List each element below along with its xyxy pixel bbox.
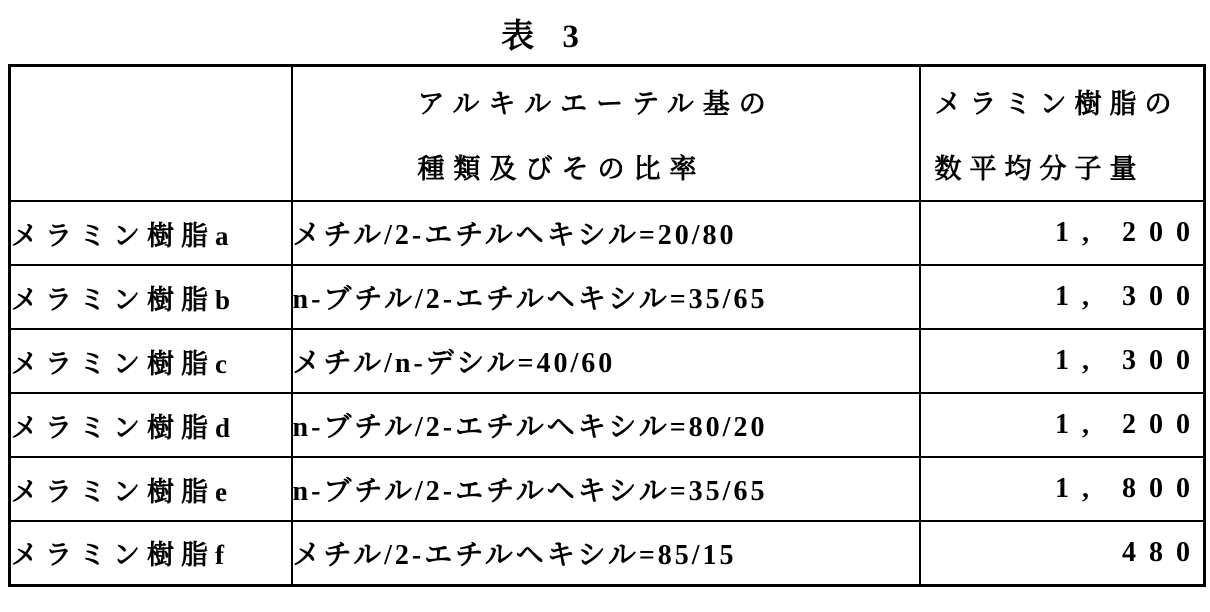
- resin-name-cell: メラミン樹脂a: [10, 201, 292, 265]
- table-row: [10, 265, 1205, 329]
- table-header-row: [10, 66, 1205, 202]
- mw-cell: 1, 800: [920, 457, 1205, 521]
- table-row: [10, 521, 1205, 585]
- ratio-cell: n-ブチル/2-エチルヘキシル=80/20: [292, 393, 920, 457]
- mw-cell: 1, 200: [920, 201, 1205, 265]
- ratio-cell: n-ブチル/2-エチルヘキシル=35/65: [292, 457, 920, 521]
- header-mw-line1: メラミン樹脂の: [934, 88, 1180, 119]
- header-ratio-line2: 種類及びその比率: [417, 153, 706, 184]
- ratio-cell: メチル/2-エチルヘキシル=20/80: [292, 201, 920, 265]
- table-row: [10, 457, 1205, 521]
- header-cell-empty: [10, 66, 292, 202]
- resin-name-cell: メラミン樹脂f: [10, 521, 292, 585]
- mw-cell: 1, 200: [920, 393, 1205, 457]
- header-mw-line2: 数平均分子量: [934, 153, 1145, 184]
- table-title: 表 3: [501, 19, 589, 55]
- mw-cell: 1, 300: [920, 265, 1205, 329]
- ratio-cell: メチル/n-デシル=40/60: [292, 329, 920, 393]
- table-row: [10, 201, 1205, 265]
- ratio-cell: n-ブチル/2-エチルヘキシル=35/65: [292, 265, 920, 329]
- table-row: [10, 329, 1205, 393]
- resin-name-cell: メラミン樹脂d: [10, 393, 292, 457]
- resin-name-cell: メラミン樹脂b: [10, 265, 292, 329]
- mw-cell: 1, 300: [920, 329, 1205, 393]
- ratio-cell: メチル/2-エチルヘキシル=85/15: [292, 521, 920, 585]
- resin-name-cell: メラミン樹脂e: [10, 457, 292, 521]
- header-cell-mw: [920, 66, 1205, 202]
- melamine-resin-table: [8, 64, 1206, 587]
- mw-cell: 480: [920, 521, 1205, 585]
- header-cell-ratio: [292, 66, 920, 202]
- table-row: [10, 393, 1205, 457]
- resin-name-cell: メラミン樹脂c: [10, 329, 292, 393]
- header-ratio-line1: アルキルエーテル基の: [417, 88, 775, 119]
